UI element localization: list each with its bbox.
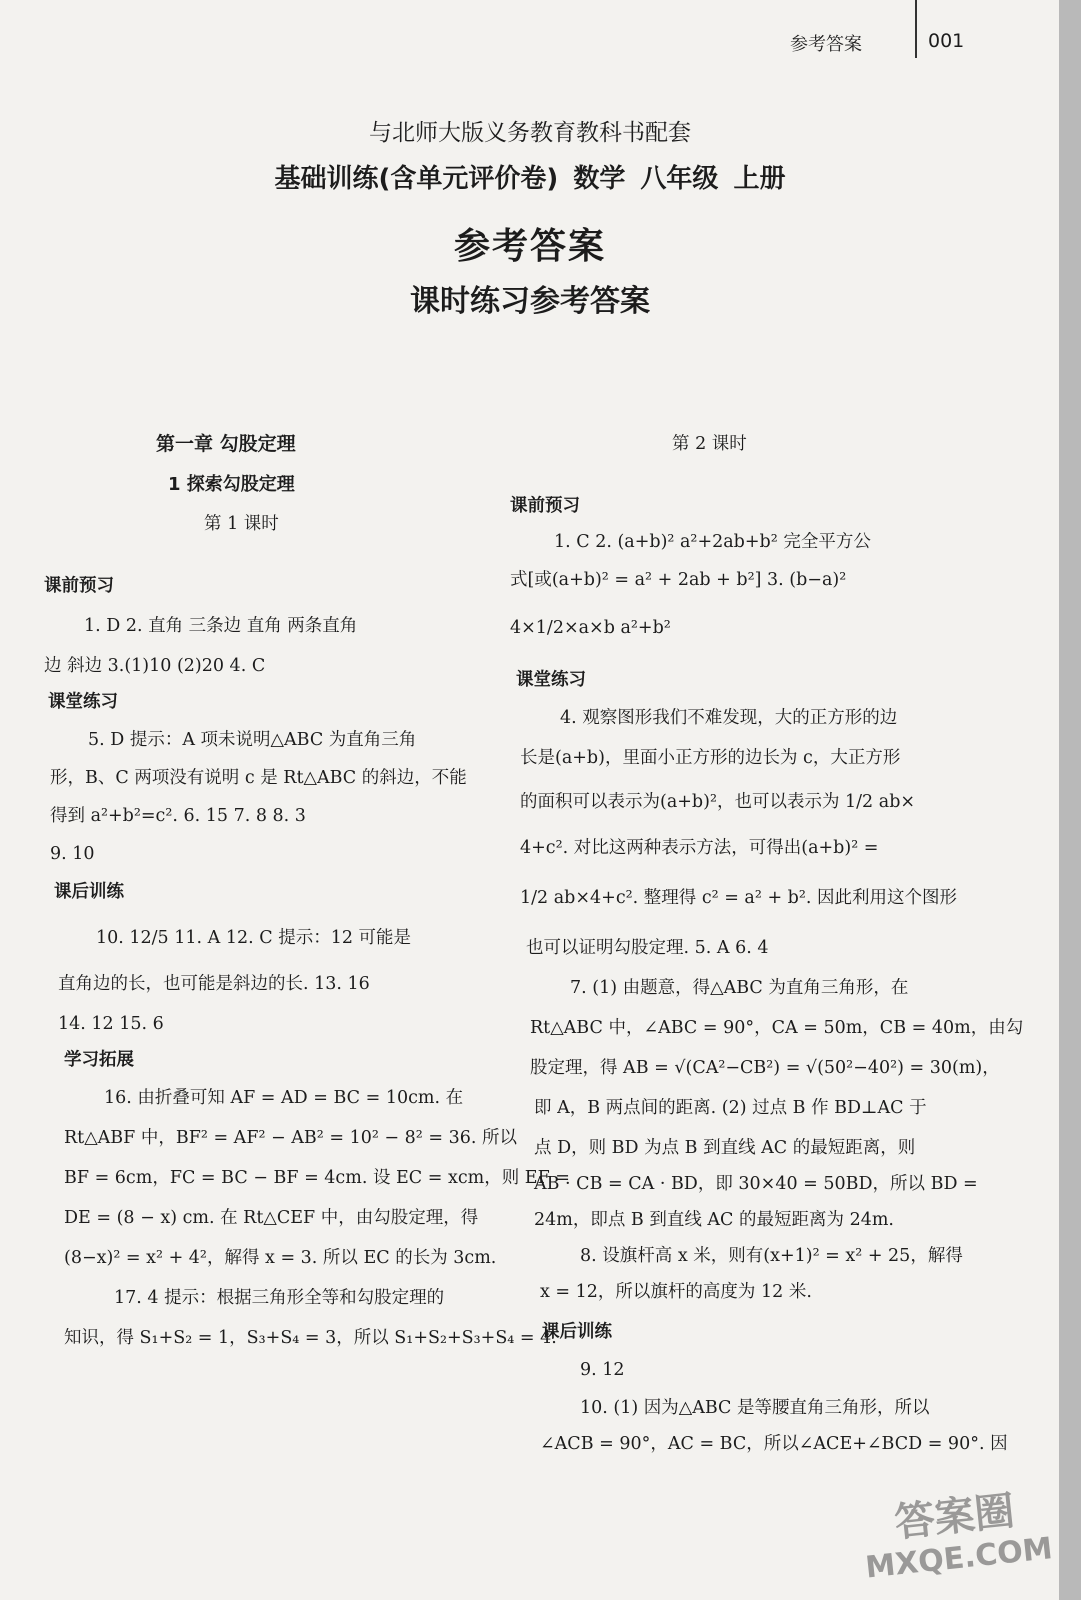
lesson-heading: 1 探索勾股定理	[168, 474, 295, 495]
answer-line: 10. 12/5 11. A 12. C 提示：12 可能是	[96, 928, 412, 948]
answer-line: 8. 设旗杆高 x 米，则有(x+1)² = x² + 25，解得	[580, 1246, 963, 1266]
answer-line: 4×1/2×a×b a²+b²	[510, 618, 671, 638]
answer-line: 17. 4 提示：根据三角形全等和勾股定理的	[114, 1288, 445, 1308]
answer-line: 知识，得 S₁+S₂ = 1，S₃+S₄ = 3，所以 S₁+S₂+S₃+S₄ = 4.	[64, 1328, 557, 1348]
answer-line: Rt△ABC 中，∠ABC = 90°，CA = 50m，CB = 40m，由勾	[530, 1018, 1024, 1038]
section-label: 学习拓展	[64, 1050, 134, 1070]
answer-line: 式[或(a+b)² = a² + 2ab + b²] 3. (b−a)²	[510, 570, 847, 590]
answer-line: 16. 由折叠可知 AF = AD = BC = 10cm. 在	[104, 1088, 464, 1108]
answer-line: 10. (1) 因为△ABC 是等腰直角三角形，所以	[580, 1398, 930, 1418]
watermark-logo	[859, 1486, 1055, 1589]
period-heading: 第 1 课时	[204, 514, 279, 534]
section-title: 课时练习参考答案	[410, 284, 650, 319]
answer-line: 4+c². 对比这两种表示方法，可得出(a+b)² =	[520, 838, 879, 858]
answer-line: 7. (1) 由题意，得△ABC 为直角三角形，在	[570, 978, 909, 998]
answer-line: 14. 12 15. 6	[58, 1014, 164, 1034]
answer-line: 边 斜边 3.(1)10 (2)20 4. C	[44, 656, 266, 676]
answer-line: 长是(a+b)，里面小正方形的边长为 c，大正方形	[520, 748, 901, 768]
section-label: 课前预习	[44, 576, 114, 596]
answer-line: 也可以证明勾股定理. 5. A 6. 4	[526, 938, 769, 958]
answer-line: 1/2 ab×4+c². 整理得 c² = a² + b². 因此利用这个图形	[520, 888, 958, 908]
section-label: 课堂练习	[516, 670, 586, 690]
answer-line: 形，B、C 两项没有说明 c 是 Rt△ABC 的斜边，不能	[50, 768, 467, 788]
answer-line: DE = (8 − x) cm. 在 Rt△CEF 中，由勾股定理，得	[64, 1208, 479, 1228]
answer-line: Rt△ABF 中，BF² = AF² − AB² = 10² − 8² = 36. 所以	[64, 1128, 517, 1148]
answer-line: 9. 12	[580, 1360, 625, 1380]
answer-line: 1. C 2. (a+b)² a²+2ab+b² 完全平方公	[554, 532, 871, 552]
answer-line: (8−x)² = x² + 4²，解得 x = 3. 所以 EC 的长为 3cm.	[64, 1248, 497, 1268]
section-label: 课前预习	[510, 496, 580, 516]
period-heading: 第 2 课时	[672, 434, 747, 454]
page-edge-shadow	[1059, 0, 1081, 1600]
page-number: 001	[928, 30, 965, 52]
book-title-line: 基础训练(含单元评价卷) 数学 八年级 上册	[274, 164, 786, 194]
page-title: 参考答案	[453, 226, 606, 267]
answer-line: ∠ACB = 90°，AC = BC，所以∠ACE+∠BCD = 90°. 因	[540, 1434, 1008, 1454]
answer-line: 点 D，则 BD 为点 B 到直线 AC 的最短距离，则	[534, 1138, 916, 1158]
answer-line: 24m，即点 B 到直线 AC 的最短距离为 24m.	[534, 1210, 894, 1230]
book-series-line: 与北师大版义务教育教科书配套	[369, 120, 691, 146]
chapter-heading: 第一章 勾股定理	[156, 433, 296, 455]
running-header-label: 参考答案	[790, 34, 862, 55]
answer-line: 9. 10	[50, 844, 95, 864]
answer-line: 1. D 2. 直角 三条边 直角 两条直角	[84, 616, 358, 636]
section-label: 课堂练习	[48, 692, 118, 712]
watermark-url: MXQE.COM	[864, 1531, 1055, 1586]
answer-line: 股定理，得 AB = √(CA²−CB²) = √(50²−40²) = 30(m)，	[530, 1058, 1000, 1078]
answer-line: 的面积可以表示为(a+b)²，也可以表示为 1/2 ab×	[520, 792, 916, 812]
answer-line: 直角边的长，也可能是斜边的长. 13. 16	[58, 974, 370, 994]
watermark-text: 答案圈	[892, 1487, 1018, 1547]
answer-line: BF = 6cm，FC = BC − BF = 4cm. 设 EC = xcm，则 EF =	[64, 1168, 570, 1188]
answer-line: x = 12，所以旗杆的高度为 12 米.	[540, 1282, 812, 1302]
header-divider	[915, 0, 917, 58]
answer-line: 5. D 提示：A 项未说明△ABC 为直角三角	[88, 730, 417, 750]
section-label: 课后训练	[542, 1322, 612, 1342]
answer-line: 4. 观察图形我们不难发现，大的正方形的边	[560, 708, 898, 728]
answer-line: 得到 a²+b²=c². 6. 15 7. 8 8. 3	[50, 806, 306, 826]
section-label: 课后训练	[54, 882, 124, 902]
answer-line: 即 A，B 两点间的距离. (2) 过点 B 作 BD⊥AC 于	[534, 1098, 927, 1118]
answer-line: AB · CB = CA · BD，即 30×40 = 50BD，所以 BD =	[534, 1174, 978, 1194]
